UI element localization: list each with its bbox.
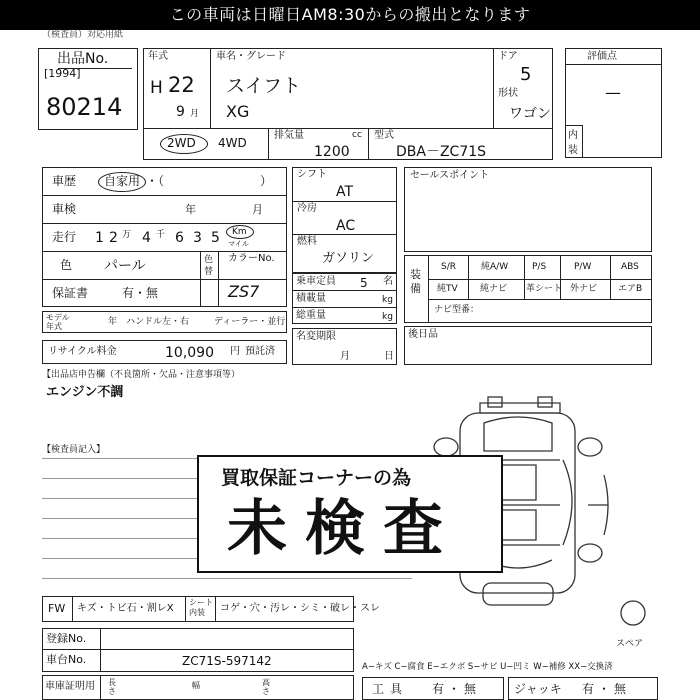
shift-value: AT <box>336 184 354 200</box>
month-value: 9 <box>176 104 185 120</box>
notes-value: エンジン不調 <box>46 385 124 400</box>
cert-label: 車庫証明用 <box>45 681 95 692</box>
equip-abs: ABS <box>621 262 639 272</box>
lot-number: 80214 <box>46 93 123 121</box>
doors-label: ドア <box>498 51 518 62</box>
recycle-value: 10,090 <box>165 345 214 361</box>
first-reg-month: 月 <box>340 351 350 362</box>
recycle-note: 預託済 <box>245 346 275 357</box>
color-label: 色 <box>60 258 73 272</box>
handle-value: 左・右 <box>162 317 190 327</box>
warranty-value: 有・無 <box>122 286 159 300</box>
history-label: 車歴 <box>52 174 77 188</box>
displacement-value: 1200 <box>314 144 350 160</box>
equip-leather: 革シート <box>526 284 563 294</box>
equip-aw: 純A/W <box>481 262 509 272</box>
not-inspected-stamp <box>197 455 503 573</box>
seat-items: コゲ・穴・汚レ・シミ・破レ・スレ <box>220 603 380 614</box>
equip-navi: 純ナビ <box>480 284 508 294</box>
mileage-digit: 3 <box>193 230 202 246</box>
jack-value: 有・無 <box>582 682 631 696</box>
shape-label: 形状 <box>498 88 518 99</box>
vehicle-name: スイフト <box>226 75 302 97</box>
dealer-label: ディーラー・並行 <box>214 317 286 327</box>
equip-ps: P/S <box>532 262 547 272</box>
color-no-label: カラーNo. <box>228 253 275 264</box>
model-value: DBA－ZC71S <box>396 144 487 160</box>
model-year-unit: 年 <box>108 317 118 327</box>
spare-label: スペア <box>616 639 644 649</box>
equip-pw: P/W <box>574 262 592 272</box>
shift-label: シフト <box>297 169 327 180</box>
history-value: 自家用 <box>104 174 141 188</box>
equip-tv: 純TV <box>437 284 458 294</box>
doors-value: 5 <box>520 64 532 85</box>
mileage-digit: 2 <box>109 230 118 246</box>
first-reg-day: 日 <box>384 351 394 362</box>
stamp-line1: 買取保証コーナーの為 <box>221 467 412 489</box>
inspector-label: 【検査員記入】 <box>42 445 106 455</box>
inspection-label: 車検 <box>52 202 77 216</box>
shape-value: ワゴン <box>509 106 551 122</box>
navi-model-label: ナビ型番： <box>434 305 480 315</box>
sales-point-label: セールスポイント <box>410 170 490 181</box>
recycle-unit: 円 <box>230 346 240 357</box>
first-reg-label: 名変期限 <box>296 331 336 342</box>
inspection-month-unit: 月 <box>252 203 263 216</box>
mileage-label: 走行 <box>52 230 77 244</box>
interior-label: 内装 <box>568 130 578 156</box>
capacity-value: 5 <box>360 276 368 290</box>
cert-width: 幅 <box>192 681 200 690</box>
recycle-label: リサイクル料金 <box>48 346 117 357</box>
later-box <box>404 326 652 365</box>
drive-2wd: 2WD <box>167 136 196 150</box>
displacement-label: 排気量 <box>274 130 304 141</box>
chassis-value: ZC71S-597142 <box>182 654 272 668</box>
capacity-label: 乗車定員 <box>296 276 336 287</box>
cert-length: 長さ <box>108 678 116 696</box>
model-label: 型式 <box>374 130 394 141</box>
mileage-unit-man: 万 <box>122 230 132 240</box>
warranty-label: 保証書 <box>52 286 89 300</box>
inspection-year-unit: 年 <box>185 203 196 216</box>
month-unit: 月 <box>190 109 200 119</box>
vehicle-grade: XG <box>226 102 250 121</box>
equip-sr: S/R <box>441 262 456 272</box>
color-no-value: ZS7 <box>228 282 260 301</box>
seat-label: シート内装 <box>189 598 213 617</box>
load-label: 積載量 <box>296 293 326 304</box>
later-label: 後日品 <box>408 329 438 340</box>
chassis-label: 車台No. <box>46 653 87 666</box>
year-label: 年式 <box>148 51 168 62</box>
mileage-digit: 6 <box>175 230 184 246</box>
cc-unit: cc <box>352 130 362 140</box>
banner: この車両は日曜日AM8:30からの搬出となります <box>0 0 700 30</box>
registration-label: 登録No. <box>46 632 87 645</box>
mileage-unit-sen: 千 <box>156 230 166 240</box>
gross-label: 総重量 <box>296 310 326 321</box>
lot-code: [1994] <box>44 67 81 80</box>
jack-label: ジャッキ <box>514 682 562 696</box>
drive-4wd: 4WD <box>218 136 247 150</box>
damage-legend: A−キズ C−腐食 E−エクボ S−サビ U−凹ミ W−補修 XX−交換済 <box>362 662 613 672</box>
fw-items: キズ・トビ石・割レX <box>77 603 174 614</box>
vehicle-box <box>143 48 553 129</box>
handle-label: ハンドル <box>126 317 163 327</box>
fuel-label: 燃料 <box>297 236 317 247</box>
equip-airbag: エアB <box>618 284 643 294</box>
gross-unit: kg <box>382 312 393 322</box>
mileage-digit: 5 <box>211 230 220 246</box>
tools-value: 有・無 <box>432 682 481 696</box>
year-value: 22 <box>168 73 195 97</box>
cert-height: 高さ <box>262 678 270 696</box>
fw-label: FW <box>48 602 66 615</box>
km-unit: Km <box>232 227 247 237</box>
name-label: 車名・グレード <box>216 51 286 62</box>
rating-label: 評価点 <box>587 51 617 62</box>
ac-value: AC <box>336 218 356 234</box>
equip-ext-navi: 外ナビ <box>570 284 598 294</box>
mileage-digit: 4 <box>142 230 151 246</box>
color-change-label: 色替 <box>204 255 214 277</box>
mile-unit: マイル <box>228 240 249 248</box>
era: H <box>150 78 163 98</box>
history-paren: ・（ ） <box>146 174 273 188</box>
notes-label: 【出品店申告欄（不良箇所・欠品・注意事項等） <box>42 370 241 380</box>
capacity-unit: 名 <box>383 276 393 287</box>
color-value: パール <box>104 258 146 274</box>
equipment-label: 装備 <box>410 268 421 295</box>
lot-label: 出品No. <box>57 51 109 67</box>
stamp-line2: 未検査 <box>227 494 461 564</box>
mileage-digit: 1 <box>95 230 104 246</box>
fuel-value: ガソリン <box>322 251 375 266</box>
tools-label: 工具 <box>372 682 409 696</box>
ac-label: 冷房 <box>297 203 317 214</box>
rating-value: — <box>605 83 621 102</box>
form-top-label: （検査員）対応用紙 <box>42 30 124 40</box>
load-unit: kg <box>382 295 393 305</box>
model-year-label: モデル年式 <box>46 313 70 331</box>
